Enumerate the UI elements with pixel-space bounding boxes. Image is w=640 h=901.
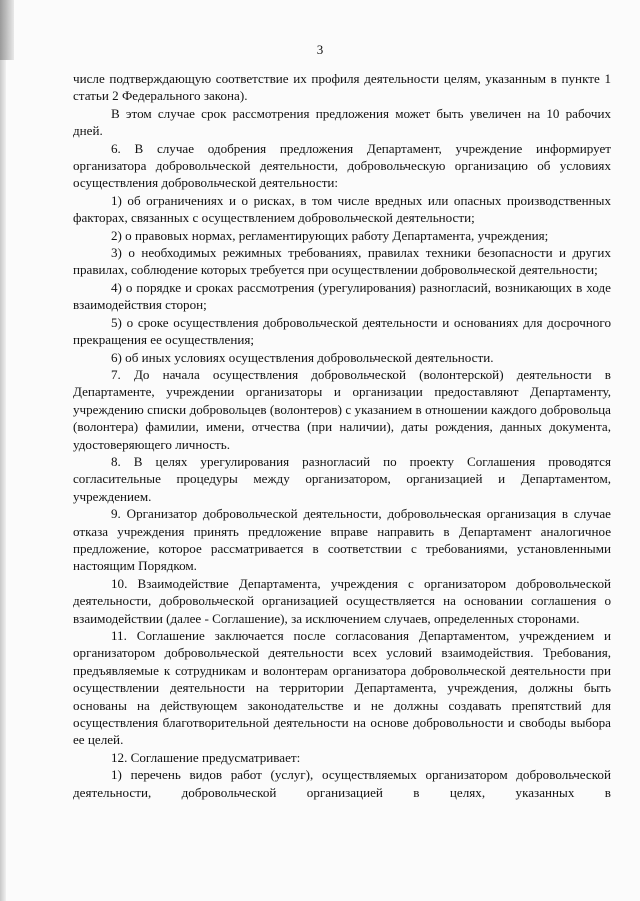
paragraph: 12. Соглашение предусматривает: — [111, 749, 301, 765]
paragraph: 8. В целях урегулирования разногласий по проекту Соглашения проводятся согласительные процедуры между организатором, организацией и Департаментом, учреждением. — [73, 453, 611, 504]
paragraph: числе подтверждающую соответствие их профиля деятельности целям, указанным в пункте 1 статьи 2 Федерального закона). — [73, 71, 611, 104]
paragraph: 6. В случае одобрения предложения Департамент, учреждение информирует организатора добровольческой деятельности, добровольческую организацию об условиях осуществления добровольческой деятельности: — [73, 140, 611, 191]
paragraph: 9. Организатор добровольческой деятельности, добровольческая организация в случае отказа учреждения принять предложение вправе направить в Департамент аналогичное предложение, которое рассматривается в соответствии с требованиями, установленными настоящим Порядком. — [73, 506, 611, 574]
paragraph: 5) о сроке осуществления добровольческой деятельности и основаниях для досрочного прекращения ее осуществления; — [73, 314, 611, 348]
paragraph: 10. Взаимодействие Департамента, учреждения с организатором добровольческой деятельности, добровольческой организацией осуществляется на основании соглашения о взаимодействии (далее - Соглашение), за исключением случаев, определенных сторонами. — [73, 575, 611, 626]
paragraph: 2) о правовых нормах, регламентирующих работу Департамента, учреждения; — [111, 227, 549, 243]
paragraph: 7. До начала осуществления добровольческой (волонтерской) деятельности в Департаменте, учреждении организаторы и организации предоставляют Департаменту, учреждению списки добровольцев (волонтеров) с указанием в отношении каждого добровольца (волонтера) фамилии, имени, отчества (при наличии), даты рождения, данных документа, удостоверяющего личность. — [73, 366, 611, 452]
paragraph: 3) о необходимых режимных требованиях, правилах техники безопасности и других правилах, соблюдение которых требуется при осуществлении добровольческой деятельности; — [73, 245, 611, 278]
paragraph: 11. Соглашение заключается после согласования Департаментом, учреждением и организатором добровольческой деятельности всех условий взаимодействия. Требования, предъявляемые к сотрудникам и волонтерам организатора добровольческой деятельности при осуществлении деятельности на территории Департамента, учреждения, должны быть основаны на действующем законодательстве и не должны создавать препятствий для осуществления благотворительной деятельности на основе добровольности и свободы выбора ее целей. — [73, 628, 611, 748]
paragraph: В этом случае срок рассмотрения предложения может быть увеличен на 10 рабочих дней. — [73, 105, 611, 139]
page-number: 3 — [316, 42, 324, 57]
paragraph: 6) об иных условиях осуществления добровольческой деятельности. — [111, 349, 494, 365]
document-body — [73, 70, 611, 801]
paragraph: 1) об ограничениях и о рисках, в том числе вредных или опасных производственных факторах, связанных с осуществлением добровольческой деятельности; — [73, 192, 611, 226]
scan-edge — [0, 0, 6, 901]
paragraph: 1) перечень видов работ (услуг), осуществляемых организатором добровольческой деятельности, добровольческой организацией в целях, указанных в — [73, 767, 611, 800]
paragraph: 4) о порядке и сроках рассмотрения (урегулирования) разногласий, возникающих в ходе взаимодействия сторон; — [73, 279, 611, 313]
